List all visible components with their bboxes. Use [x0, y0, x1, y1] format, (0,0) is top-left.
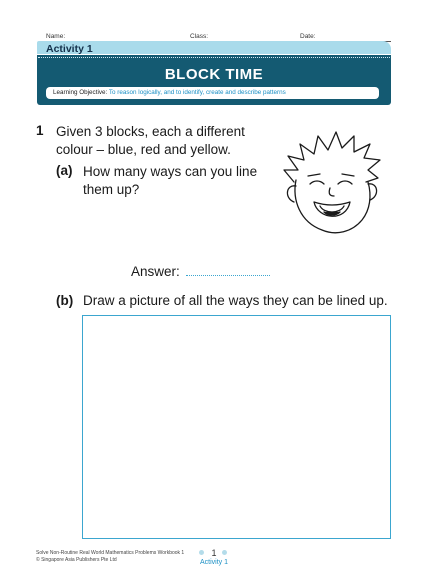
footer-book-title: Solve Non-Routine Real World Mathematics Problems Workbook 1 — [36, 550, 185, 556]
part-a-line-1: How many ways can you line — [83, 164, 258, 179]
question-line-1: Given 3 blocks, each a different — [56, 124, 245, 139]
banner-dotted-divider — [38, 57, 390, 58]
drawing-area[interactable] — [82, 315, 391, 539]
page-number: 1 — [211, 548, 217, 558]
part-a-text — [83, 163, 273, 199]
footer-book-info — [36, 550, 184, 563]
part-a-label: (a) — [56, 163, 73, 178]
activity-label: Activity 1 — [46, 43, 93, 55]
answer-input-line[interactable] — [186, 275, 270, 276]
footer-activity: Activity 1 — [199, 559, 228, 566]
objective-label: Learning Objective: — [53, 89, 108, 96]
learning-objective — [46, 87, 379, 99]
part-a-line-2: them up? — [83, 182, 140, 197]
part-b-label: (b) — [56, 293, 74, 308]
name-label: Name: — [46, 33, 66, 40]
date-label: Date: — [300, 33, 316, 40]
answer-label: Answer: — [131, 264, 180, 279]
question-number: 1 — [36, 123, 44, 138]
class-label: Class: — [190, 33, 209, 40]
page-title: BLOCK TIME — [164, 66, 264, 83]
footer-copyright: © Singapore Asia Publishers Pte Ltd — [36, 556, 117, 563]
part-b-text: Draw a picture of all the ways they can be lined up. — [83, 293, 388, 308]
footer-dot-right — [222, 550, 227, 555]
question-line-2: colour – blue, red and yellow. — [56, 142, 231, 157]
laughing-boy-face-illustration — [274, 126, 390, 242]
question-text — [56, 123, 276, 159]
objective-text: To reason logically, and to identify, create and describe patterns — [108, 89, 286, 96]
